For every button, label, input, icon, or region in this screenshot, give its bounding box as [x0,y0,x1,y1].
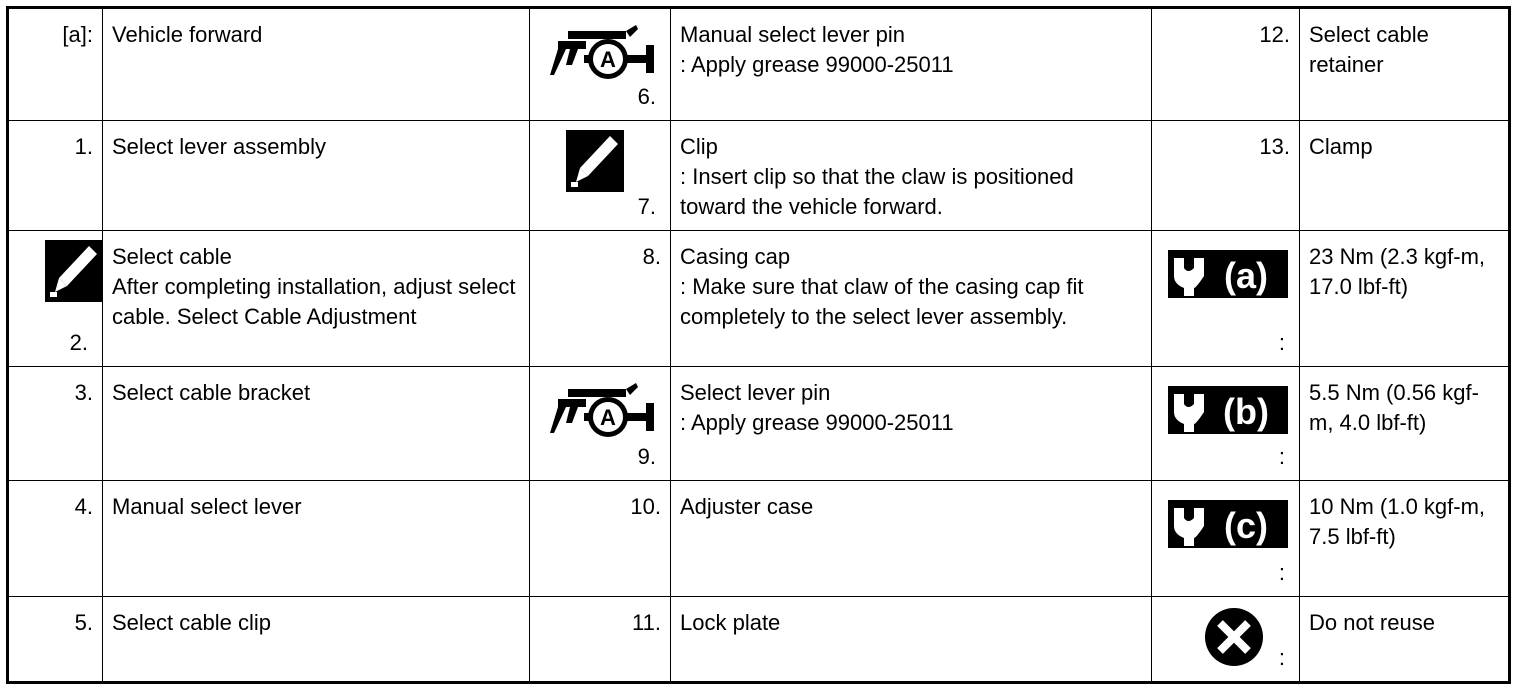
item-number-cell [530,597,671,683]
grease-gun-svg [550,373,660,443]
item-number-cell [8,8,103,121]
grease-gun-svg [550,15,660,85]
item-description: Select cable After completing installation, adjust select cable. Select Cable Adjustment [103,231,530,367]
legend-row [8,481,1510,597]
item-description: Clip : Insert clip so that the claw is positioned toward the vehicle forward. [671,121,1152,231]
torque-wrench-svg [1168,500,1288,548]
icon-letter: A [600,405,616,430]
item-number: 12. [1259,22,1290,47]
item-number-cell [530,367,671,481]
legend-row [8,231,1510,367]
item-number-cell [8,367,103,481]
icon-letter: (c) [1224,505,1268,546]
item-number: : [1278,444,1285,469]
item-number: 2. [69,330,88,355]
item-number-cell [1152,367,1300,481]
torque-wrench-icon [1168,386,1288,434]
item-number-cell [530,8,671,121]
torque-wrench-svg [1168,386,1288,434]
item-number: 6. [637,84,656,109]
legend-row [8,597,1510,683]
icon-letter: (a) [1224,255,1268,296]
item-number: : [1278,330,1285,355]
item-number-cell [530,231,671,367]
torque-wrench-svg [1168,250,1288,298]
item-description: Casing cap : Make sure that claw of the casing cap fit completely to the select lever assembly. [671,231,1152,367]
icon-letter: (b) [1223,391,1269,432]
item-description: 23 Nm (2.3 kgf-m, 17.0 lbf-ft) [1300,231,1510,367]
item-number-cell [8,597,103,683]
item-number: 8. [642,244,661,269]
clip-note-icon [45,240,103,302]
legend-row [8,8,1510,121]
icon-letter: A [600,47,616,72]
item-number: 3. [74,380,93,405]
item-number: 11. [632,610,661,635]
item-number-cell [8,121,103,231]
item-description: 10 Nm (1.0 kgf-m, 7.5 lbf-ft) [1300,481,1510,597]
item-description: Manual select lever pin : Apply grease 99000-25011 [671,8,1152,121]
item-number-cell [1152,597,1300,683]
item-description: 5.5 Nm (0.56 kgf-m, 4.0 lbf-ft) [1300,367,1510,481]
item-number: 9. [637,444,656,469]
do-not-reuse-svg [1204,607,1264,667]
item-description: Manual select lever [103,481,530,597]
grease-apply-icon [550,373,660,443]
item-description: Lock plate [671,597,1152,683]
torque-wrench-icon [1168,250,1288,298]
item-number-cell [530,481,671,597]
item-number-cell [8,231,103,367]
item-description: Select cable bracket [103,367,530,481]
item-description: Do not reuse [1300,597,1510,683]
item-number: [a]: [62,22,93,47]
item-number-cell [1152,231,1300,367]
clip-note-svg [566,130,624,192]
legend-row [8,121,1510,231]
torque-wrench-icon [1168,500,1288,548]
grease-apply-icon [550,15,660,85]
item-description: Select cable clip [103,597,530,683]
item-number-cell [1152,481,1300,597]
legend-row [8,367,1510,481]
item-description: Clamp [1300,121,1510,231]
item-number: : [1278,645,1285,670]
item-description: Select lever pin : Apply grease 99000-25011 [671,367,1152,481]
item-number-cell [1152,8,1300,121]
item-number: 1. [74,134,93,159]
legend-body [8,8,1510,683]
item-number: 7. [637,194,656,219]
item-number: 4. [74,494,93,519]
item-number-cell [8,481,103,597]
item-number: 13. [1259,134,1290,159]
item-description: Vehicle forward [103,8,530,121]
clip-note-icon [566,130,624,192]
item-description: Select lever assembly [103,121,530,231]
item-number-cell [1152,121,1300,231]
parts-legend-table [6,6,1511,684]
item-number-cell [530,121,671,231]
item-description: Adjuster case [671,481,1152,597]
item-number: : [1278,560,1285,585]
clip-note-svg [45,240,103,302]
item-number: 5. [74,610,93,635]
item-number: 10. [630,494,661,519]
do-not-reuse-icon [1204,607,1264,667]
item-description: Select cable retainer [1300,8,1510,121]
